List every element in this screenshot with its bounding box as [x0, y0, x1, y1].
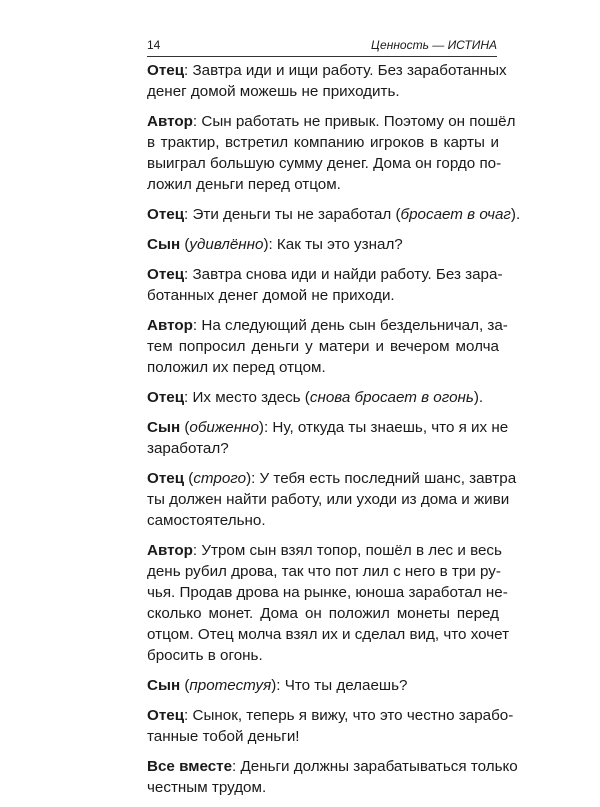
stage-direction: снова бросает в огонь [309, 389, 474, 406]
speech-text: день рубил дрова, так что пот лил с него в три ру- [147, 563, 501, 580]
dialogue-paragraph [147, 705, 514, 747]
dialogue-paragraph [147, 417, 509, 459]
text-line [147, 489, 510, 510]
text-line [147, 756, 518, 777]
dialogue-paragraph [147, 540, 510, 666]
speech-text: положил их перед отцом. [147, 359, 326, 376]
running-title: Ценность — ИСТИНА [371, 38, 497, 52]
speaker-name: Отец [147, 389, 185, 406]
speech-text: ложил деньги перед отцом. [147, 176, 341, 193]
text-line [147, 387, 499, 408]
dialogue-paragraph [147, 234, 499, 255]
text-line [147, 315, 508, 336]
speech-text: танные тобой деньги! [147, 728, 300, 745]
speech-text: ). [510, 206, 521, 223]
speech-text: выиграл большую сумму денег. Дома он гордо по- [147, 155, 502, 172]
text-line [147, 132, 499, 153]
text-line [147, 624, 510, 645]
text-line [147, 234, 499, 255]
speech-text: ). [473, 389, 484, 406]
text-line [147, 417, 509, 438]
speech-text: бросить в огонь. [147, 647, 263, 664]
stage-direction: строго [193, 470, 247, 487]
speech-text: отцом. Отец молча взял их и сделал вид, что хочет [147, 626, 510, 643]
speaker-name: Отец [147, 707, 185, 724]
text-line [147, 561, 499, 582]
speaker-name: Отец [147, 266, 185, 283]
speaker-name: Автор [147, 542, 193, 559]
dialogue-paragraph [147, 204, 521, 225]
text-line [147, 81, 499, 102]
text-line [147, 174, 499, 195]
speaker-name: Автор [147, 113, 193, 130]
text-line [147, 726, 499, 747]
page-header [147, 34, 497, 57]
speech-text: ( [180, 677, 190, 694]
stage-direction: обиженно [189, 419, 259, 436]
speech-text: сколько монет. Дома он положил монеты перед [147, 605, 499, 622]
speech-text: : На следующий день сын бездельничал, за- [192, 317, 508, 334]
speech-text: ( [180, 419, 190, 436]
dialogue-paragraph [147, 264, 503, 306]
speech-text: ( [184, 470, 194, 487]
stage-direction: бросает в очаг [400, 206, 511, 223]
speech-text: ( [180, 236, 190, 253]
text-line [147, 468, 517, 489]
stage-direction: удивлённо [189, 236, 264, 253]
text-line [147, 438, 499, 459]
dialogue-paragraph [147, 315, 508, 378]
speech-text: ): Как ты это узнал? [263, 236, 403, 253]
speech-text: чья. Продав дрова на рынке, юноша заработал не- [147, 584, 508, 601]
speech-text: денег домой можешь не приходить. [147, 83, 400, 100]
text-line [147, 204, 521, 225]
page-number: 14 [147, 38, 161, 52]
text-line [147, 582, 508, 603]
dialogue-paragraph [147, 60, 507, 102]
dialogue-paragraph [147, 675, 499, 696]
speech-text: : Завтра снова иди и найди работу. Без зара- [184, 266, 503, 283]
dialogue-paragraph [147, 387, 499, 408]
speech-text: заработал? [147, 440, 229, 457]
text-line [147, 111, 516, 132]
speech-text: ты должен найти работу, или уходи из дома и живи [147, 491, 510, 508]
speech-text: ): У тебя есть последний шанс, завтра [246, 470, 517, 487]
dialogue-paragraph [147, 468, 517, 531]
text-line [147, 705, 514, 726]
speech-text: : Утром сын взял топор, пошёл в лес и весь [192, 542, 502, 559]
speech-text: ботанных денег домой не приходи. [147, 287, 395, 304]
speaker-name: Сын [147, 419, 181, 436]
speech-text: : Эти деньги ты не заработал ( [184, 206, 401, 223]
speech-text: честным трудом. [147, 779, 267, 796]
speech-text: : Завтра иди и ищи работу. Без заработанных [184, 62, 507, 79]
stage-direction: протестуя [189, 677, 272, 694]
text-line [147, 510, 499, 531]
speech-text: ): Ну, откуда ты знаешь, что я их не [258, 419, 509, 436]
text-line [147, 153, 502, 174]
speaker-name: Сын [147, 677, 181, 694]
text-line [147, 60, 507, 81]
text-line [147, 603, 499, 624]
dialogue-paragraph [147, 756, 518, 798]
text-line [147, 357, 499, 378]
speech-text: самостоятельно. [147, 512, 266, 529]
speaker-name: Отец [147, 206, 185, 223]
speech-text: : Деньги должны зарабатываться только [232, 758, 518, 775]
speech-text: в трактир, встретил компанию игроков в карты и [147, 134, 499, 151]
text-line [147, 675, 499, 696]
dialogue-paragraph [147, 111, 516, 195]
text-line [147, 777, 499, 798]
speech-text: : Их место здесь ( [184, 389, 310, 406]
speaker-name: Все вместе [147, 758, 233, 775]
speech-text: : Сынок, теперь я вижу, что это честно зарабо- [184, 707, 514, 724]
speech-text: ): Что ты делаешь? [271, 677, 408, 694]
speaker-name: Отец [147, 470, 185, 487]
speech-text: : Сын работать не привык. Поэтому он пошёл [192, 113, 516, 130]
speaker-name: Отец [147, 62, 185, 79]
speech-text: тем попросил деньги у матери и вечером молча [147, 338, 499, 355]
text-line [147, 645, 499, 666]
speaker-name: Сын [147, 236, 181, 253]
dialogue-text [147, 60, 521, 807]
text-line [147, 285, 499, 306]
text-line [147, 336, 499, 357]
speaker-name: Автор [147, 317, 193, 334]
text-line [147, 540, 502, 561]
text-line [147, 264, 503, 285]
